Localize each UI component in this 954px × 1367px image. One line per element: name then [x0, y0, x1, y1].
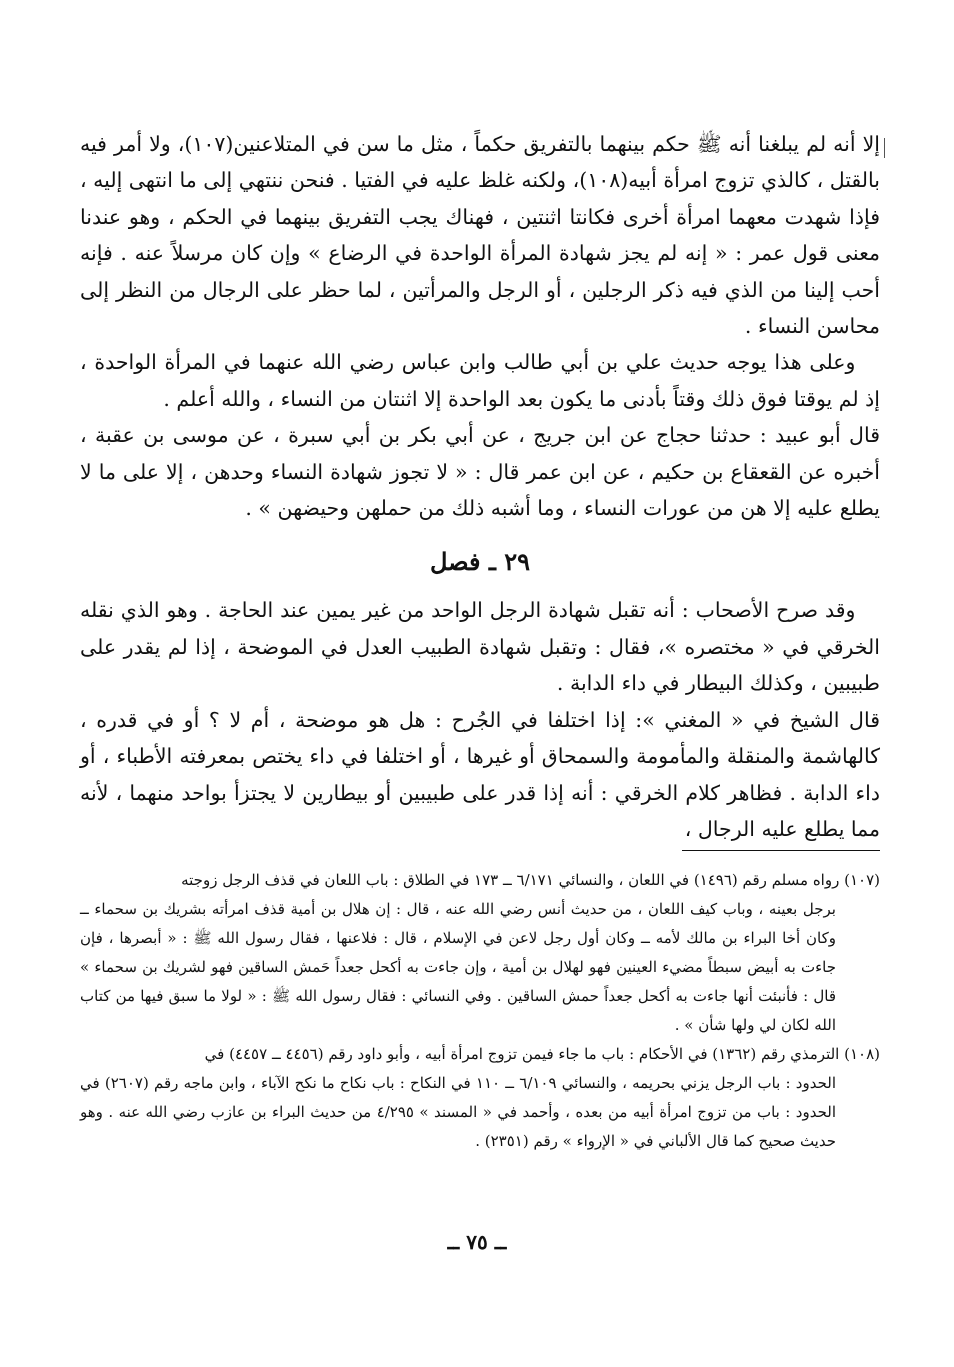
- footnote-108-first-line: (١٠٨) الترمذي رقم (١٣٦٢) في الأحكام : باب ما جاء فيمن تزوج امرأة أبيه ، وأبو داود رقم (٤٤٥٦ ــ ٤٤٥٧) في: [204, 1045, 880, 1063]
- section-heading: ٢٩ ـ فصل: [430, 547, 530, 577]
- paragraph-5: قال الشيخ في « المغني »: إذا اختلفا في الجُرح : هل هو موضحة ، أم لا ؟ أو في قدره ، كالهاشمة والمنقلة والمأمومة والسمحاق أو غيرها ، أو اختلفا في داء يختص بمعرفته الأطباء ، أو داء الدابة . فظاهر كلام الخرقي : أنه إذا قدر على طبيبين أو بيطارين لا يجتزأ بواحد منهما ، لأنه مما يطلع عليه الرجال ،: [80, 707, 880, 841]
- paragraph-1: إلا أنه لم يبلغنا أنه ﷺ حكم بينهما بالتفريق حكماً ، مثل ما سن في المتلاعنين(١٠٧)، ولا أمر فيه بالقتل ، كالذي تزوج امرأة أبيه(١٠٨)، ولكنه غلظ عليه في الفتيا . فنحن ننتهي إلى ما انتهى إليه ، فإذا شهدت معهما امرأة أخرى فكانتا اثنتين ، فهناك يجب التفريق بينهما في الحكم ، وهو عندنا معنى قول عمر : « إنه لم يجز شهادة المرأة الواحدة في الرضاع » وإن كان مرسلاً عنه . فإنه أحب إلينا من الذي فيه ذكر الرجلين ، أو الرجل والمرأتين ، لما حظر على الرجال من النظر إلى محاسن النساء .: [80, 132, 881, 339]
- paragraph-3: قال أبو عبيد : حدثنا حجاج عن ابن جريج ، عن أبي بكر بن أبي سبرة ، عن موسى بن عقبة ، أخبره عن القعقاع بن حكيم ، عن ابن عمر قال : « لا تجوز شهادة النساء وحدهن ، إلا على ما لا يطلع عليه إلا هن من عورات النساء ، وما أشبه ذلك من حملهن وحيضهن » .: [80, 423, 880, 521]
- margin-mark: [884, 138, 885, 158]
- paragraph-2: وعلى هذا يوجه حديث علي بن أبي طالب وابن عباس رضي الله عنهما في المرأة الواحدة ، إذ لم يوقتا فوق ذلك وقتاً بأدنى ما يكون بعد الواحدة إلا اثنتان من النساء ، والله أعلم .: [80, 350, 880, 411]
- footnote-108-body: الحدود : باب الرجل يزني بحريمه ، والنسائي ٦/١٠٩ ــ ١١٠ في النكاح : باب نكاح ما نكح الآباء ، وابن ماجه رقم (٢٦٠٧) في الحدود : باب من تزوج امرأة أبيه من بعده ، وأحمد في « المسند » ٤/٢٩٥ من حديث البراء بن عازب رضي الله عنه . وهو حديث صحيح كما قال الألباني في « الإرواء » رقم (٢٣٥١) .: [80, 1074, 837, 1150]
- main-text: [80, 126, 880, 847]
- footnote-107-first-line: (١٠٧) رواه مسلم رقم (١٤٩٦) في اللعان ، والنسائي ٦/١٧١ ــ ١٧٣ في الطلاق : باب اللعان في قذف الرجل زوجته: [181, 871, 880, 889]
- page-number: ــ ٧٥ ــ: [447, 1230, 507, 1254]
- footnote-divider: [682, 850, 880, 851]
- paragraph-4: وقد صرح الأصحاب : أنه تقبل شهادة الرجل الواحد من غير يمين عند الحاجة . وهو الذي نقله الخرقي في « مختصره »، فقال : وتقبل شهادة الطبيب العدل في الموضحة ، إذا لم يقدر على طبيبين ، وكذلك البيطار في داء الدابة .: [80, 598, 880, 696]
- footnotes: [80, 866, 880, 1156]
- footnote-107-body: برجل بعينه ، وباب كيف اللعان ، من حديث أنس رضي الله عنه ، قال : إن هلال بن أمية قذف امرأته بشريك بن سحماء ــ وكان أخا البراء بن مالك لأمه ــ وكان أول رجل لاعن في الإسلام ، قال : فلاعنها ، فقال رسول الله ﷺ : « أبصرها ، فإن جاءت به أبيض سبطاً مضيء العينين فهو لهلال بن أمية ، وإن جاءت به أكحل جعداً حَمش الساقين فهو لشريك بن سحماء » قال : فأنبئت أنها جاءت به أكحل جعداً حمش الساقين . وفي النسائي : فقال رسول الله ﷺ : « لولا ما سبق فيها من كتاب الله لكان لي ولها شأن » .: [80, 900, 836, 1034]
